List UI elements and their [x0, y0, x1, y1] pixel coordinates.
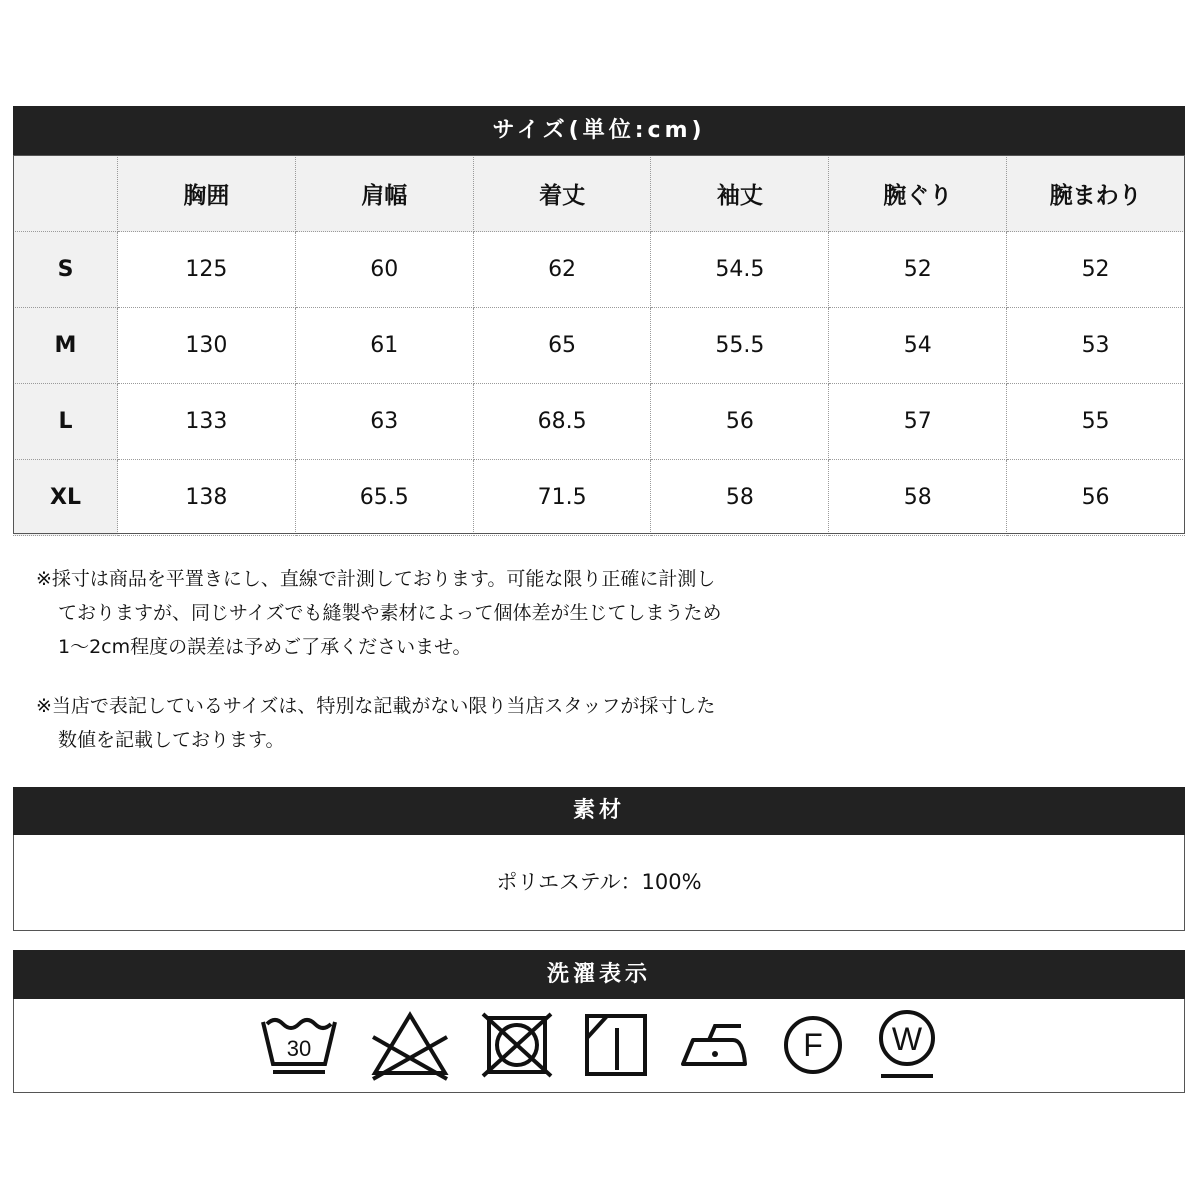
column-header: 肩幅 [295, 156, 473, 232]
note-line: ※当店で表記しているサイズは、特別な記載がない限り当店スタッフが採寸した [36, 695, 716, 717]
column-header: 腕まわり [1007, 156, 1185, 232]
material-box [13, 835, 1185, 931]
column-header: 袖丈 [651, 156, 829, 232]
dry-clean-letter: F [803, 1027, 823, 1063]
column-header: 着丈 [473, 156, 651, 232]
dry-clean-f-icon [781, 1013, 845, 1077]
line-dry-shade-icon [583, 1012, 649, 1078]
note-line: ※採寸は商品を平置きにし、直線で計測しております。可能な限り正確に計測し [36, 568, 716, 590]
table-cell: 133 [118, 384, 296, 460]
column-header: 腕ぐり [829, 156, 1007, 232]
size-label: M [14, 308, 118, 384]
table-cell: 55.5 [651, 308, 829, 384]
size-table-header-row [14, 156, 1185, 232]
wet-clean-letter: W [891, 1021, 923, 1057]
note-line: ておりますが、同じサイズでも縫製や素材によって個体差が生じてしまうため [58, 602, 722, 624]
table-cell: 130 [118, 308, 296, 384]
no-bleach-icon [369, 1009, 451, 1081]
care-section-title: 洗濯表示 [13, 950, 1185, 999]
table-cell: 138 [118, 460, 296, 536]
table-cell: 71.5 [473, 460, 651, 536]
table-cell: 62 [473, 232, 651, 308]
table-cell: 68.5 [473, 384, 651, 460]
table-row [14, 232, 1185, 308]
table-cell: 54.5 [651, 232, 829, 308]
material-section-title: 素材 [13, 787, 1185, 835]
care-box [13, 999, 1185, 1093]
table-cell: 60 [295, 232, 473, 308]
table-cell: 56 [651, 384, 829, 460]
table-row [14, 460, 1185, 536]
size-label: XL [14, 460, 118, 536]
size-table [13, 155, 1185, 536]
table-row [14, 308, 1185, 384]
table-row [14, 384, 1185, 460]
table-cell: 125 [118, 232, 296, 308]
table-cell: 61 [295, 308, 473, 384]
no-tumble-dry-icon [481, 1012, 553, 1078]
wet-clean-w-icon [875, 1008, 939, 1082]
table-cell: 65 [473, 308, 651, 384]
table-cell: 63 [295, 384, 473, 460]
table-cell: 58 [829, 460, 1007, 536]
size-section-title: サイズ(単位:cm) [13, 106, 1185, 155]
table-cell: 57 [829, 384, 1007, 460]
table-cell: 52 [829, 232, 1007, 308]
table-cell: 65.5 [295, 460, 473, 536]
measurement-note [36, 562, 721, 664]
table-cell: 56 [1007, 460, 1185, 536]
table-cell: 58 [651, 460, 829, 536]
table-cell: 53 [1007, 308, 1185, 384]
wash-30-icon [259, 1012, 339, 1078]
material-text: ポリエステル：100% [496, 870, 702, 894]
note-line: 数値を記載しております。 [58, 729, 285, 751]
table-cell: 55 [1007, 384, 1185, 460]
table-cell: 54 [829, 308, 1007, 384]
size-source-note [36, 689, 715, 757]
table-cell: 52 [1007, 232, 1185, 308]
care-icons-row [14, 999, 1184, 1091]
wash-temp-label: 30 [286, 1036, 312, 1061]
note-line: 1〜2cm程度の誤差は予めご了承くださいませ。 [58, 636, 472, 658]
size-label: L [14, 384, 118, 460]
corner-cell [14, 156, 118, 232]
size-label: S [14, 232, 118, 308]
iron-low-icon [679, 1018, 751, 1072]
column-header: 胸囲 [118, 156, 296, 232]
